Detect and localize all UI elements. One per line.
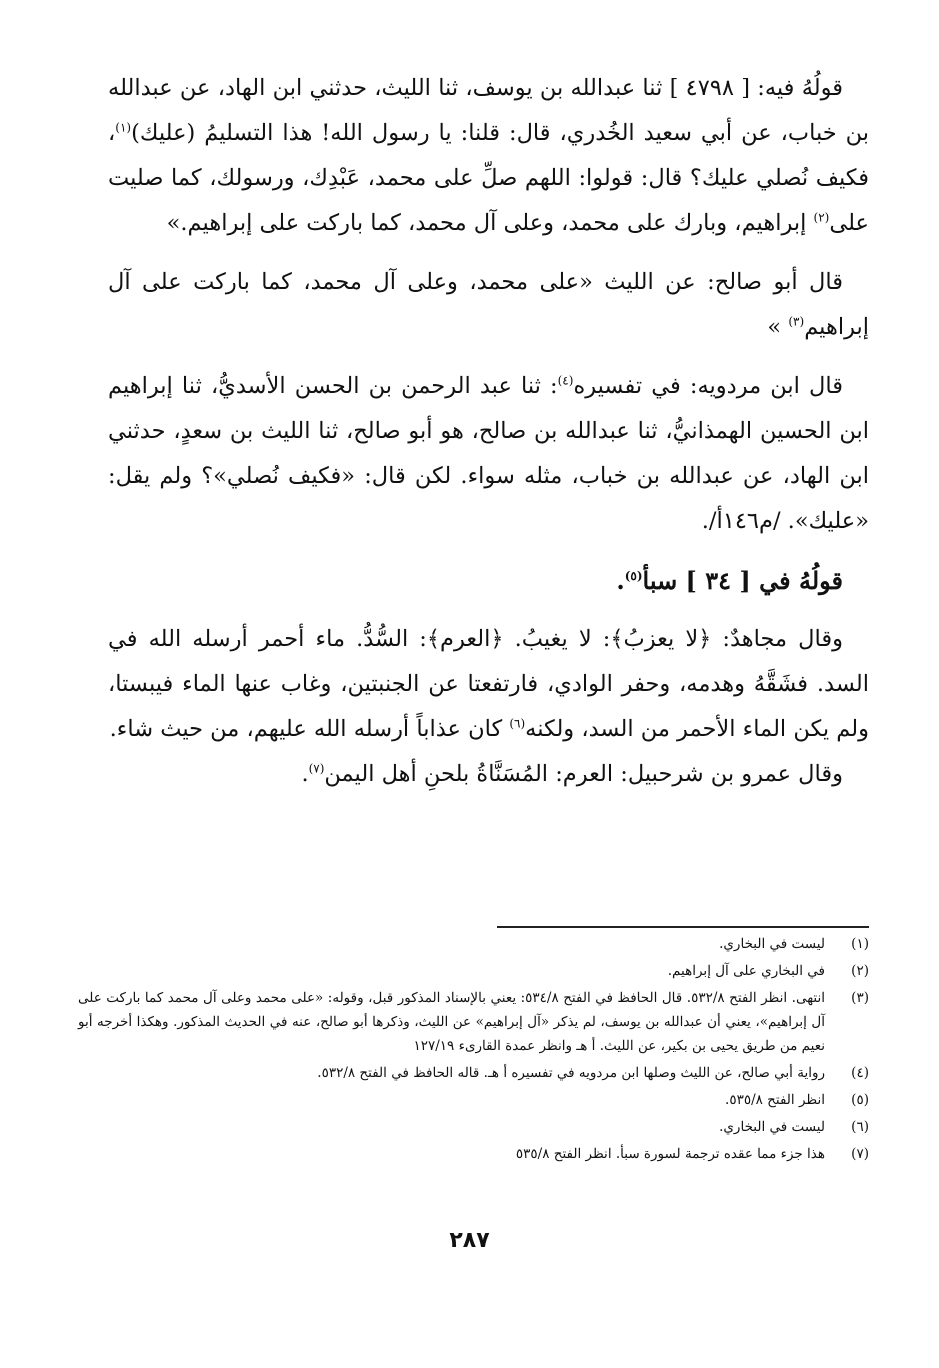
footnote-marker-5[interactable]: (٥) [624, 569, 643, 583]
narration-paragraph-3 [108, 364, 869, 544]
footnote-number: (٥) [851, 1092, 869, 1108]
mujahid-paragraph [108, 617, 869, 752]
footnote-marker-2[interactable]: (٢) [813, 210, 830, 225]
footnote-7 [78, 1142, 869, 1166]
footnotes [78, 932, 869, 1169]
footnote-marker-1[interactable]: (١) [115, 120, 132, 135]
para-3-text: قال ابن مردويه: في تفسيره [573, 373, 843, 399]
footnote-text: ليست في البخاري. [719, 936, 825, 952]
heading-end: . [616, 566, 625, 595]
footnote-number: (٦) [851, 1119, 869, 1135]
chapter-heading [108, 558, 869, 603]
footnote-number: (١) [851, 936, 869, 952]
hadith-paragraph-1 [108, 66, 869, 246]
para-3-cont: : ثنا عبد الرحمن بن الحسن الأسديُّ، ثنا إبراهيم ابن الحسين الهمذانيُّ، ثنا عبدالله بن صالح، هو أبو صالح، ثنا الليث بن سعدٍ، حدثني ابن الهاد، عن عبدالله بن خباب، مثله سواء. لكن قال: «فكيف نُصلي»؟ ولم يقل: «عليك». /م١٤٦أ/. [108, 373, 869, 534]
footnote-divider [497, 926, 869, 928]
footnote-2 [78, 959, 869, 983]
narration-paragraph-2 [108, 260, 869, 350]
footnote-text: في البخاري على آل إبراهيم. [667, 963, 825, 979]
footnote-text: ليست في البخاري. [719, 1119, 825, 1135]
footnote-1 [78, 932, 869, 956]
footnote-text: هذا جزء مما عقده ترجمة لسورة سبأ. انظر الفتح ٥٣٥/٨ [515, 1146, 825, 1162]
footnote-marker-3[interactable]: (٣) [788, 314, 805, 329]
footnote-number: (٤) [851, 1065, 869, 1081]
amr-paragraph [108, 752, 869, 797]
para-5-text: وقال مجاهدٌ: ﴿لا يعزبُ﴾: لا يغيبُ. ﴿العرم﴾: السُّدُّ. ماء أحمر أرسله الله في السد. فشَقَّهُ وهدمه، وحفر الوادي، فارتفعتا عن الجنبتين، وغاب عنها الماء فيبستا، ولم يكن الماء الأحمر من السد، ولكنه [108, 626, 869, 742]
para-5-cont: كان عذاباً أرسله الله عليهم، من حيث شاء. [109, 716, 510, 742]
para-6-end: . [301, 761, 309, 787]
para-6-text: وقال عمرو بن شرحبيل: العرم: المُسَنَّاةُ بلحنِ أهل اليمن [324, 761, 843, 787]
para-1-cont: ، فكيف نُصلي عليك؟ قال: قولوا: اللهم صلِّ على محمد، عَبْدِك، ورسولك، كما صليت على [108, 120, 869, 236]
footnote-number: (٣) [851, 990, 869, 1006]
page-number: ٢٨٧ [449, 1228, 490, 1253]
footnote-marker-4[interactable]: (٤) [557, 373, 574, 388]
footnote-5 [78, 1088, 869, 1112]
footnote-6 [78, 1115, 869, 1139]
para-1-cont2: إبراهيم، وبارك على محمد، وعلى آل محمد، كما باركت على إبراهيم.» [166, 210, 814, 236]
para-2-text: قال أبو صالح: عن الليث «على محمد، وعلى آل محمد، كما باركت على آل إبراهيم [108, 269, 869, 340]
footnote-number: (٢) [851, 963, 869, 979]
footnote-4 [78, 1061, 869, 1085]
footnote-marker-6[interactable]: (٦) [509, 716, 526, 731]
para-2-end: » [767, 314, 782, 340]
footnote-number: (٧) [851, 1146, 869, 1162]
footnote-text: رواية أبي صالح، عن الليث وصلها ابن مردويه في تفسيره أ هـ. قاله الحافظ في الفتح ٥٣٢/٨. [317, 1065, 825, 1081]
main-text [108, 66, 869, 797]
heading-text: قولُهُ في [ ٣٤ ] سبأ [642, 566, 843, 595]
footnote-text: انظر الفتح ٥٣٥/٨. [725, 1092, 825, 1108]
para-1-text: قولُهُ فيه: [ ٤٧٩٨ ] ثنا عبدالله بن يوسف، ثنا الليث، حدثني ابن الهاد، عن عبدالله بن خباب، عن أبي سعيد الخُدري، قال: قلنا: يا رسول الله! هذا التسليمُ (عليك) [108, 75, 869, 146]
footnote-marker-7[interactable]: (٧) [308, 761, 325, 776]
footnote-text: انتهى. انظر الفتح ٥٣٢/٨. قال الحافظ في الفتح ٥٣٤/٨: يعني بالإسناد المذكور قبل، وقوله: «على محمد وعلى آل محمد كما باركت على آل إبراهيم»، يعني أن عبدالله بن يوسف، لم يذكر «آل إبراهيم» عن الليث، وذكرها أبو صالح، عنه في الحديث المذكور. وهكذا أخرجه أبو نعيم من طريق يحيى بن بكير، عن الليث. أ هـ وانظر عمدة القارىء ١٢٧/١٩ [78, 990, 825, 1054]
footnote-3 [78, 986, 869, 1058]
